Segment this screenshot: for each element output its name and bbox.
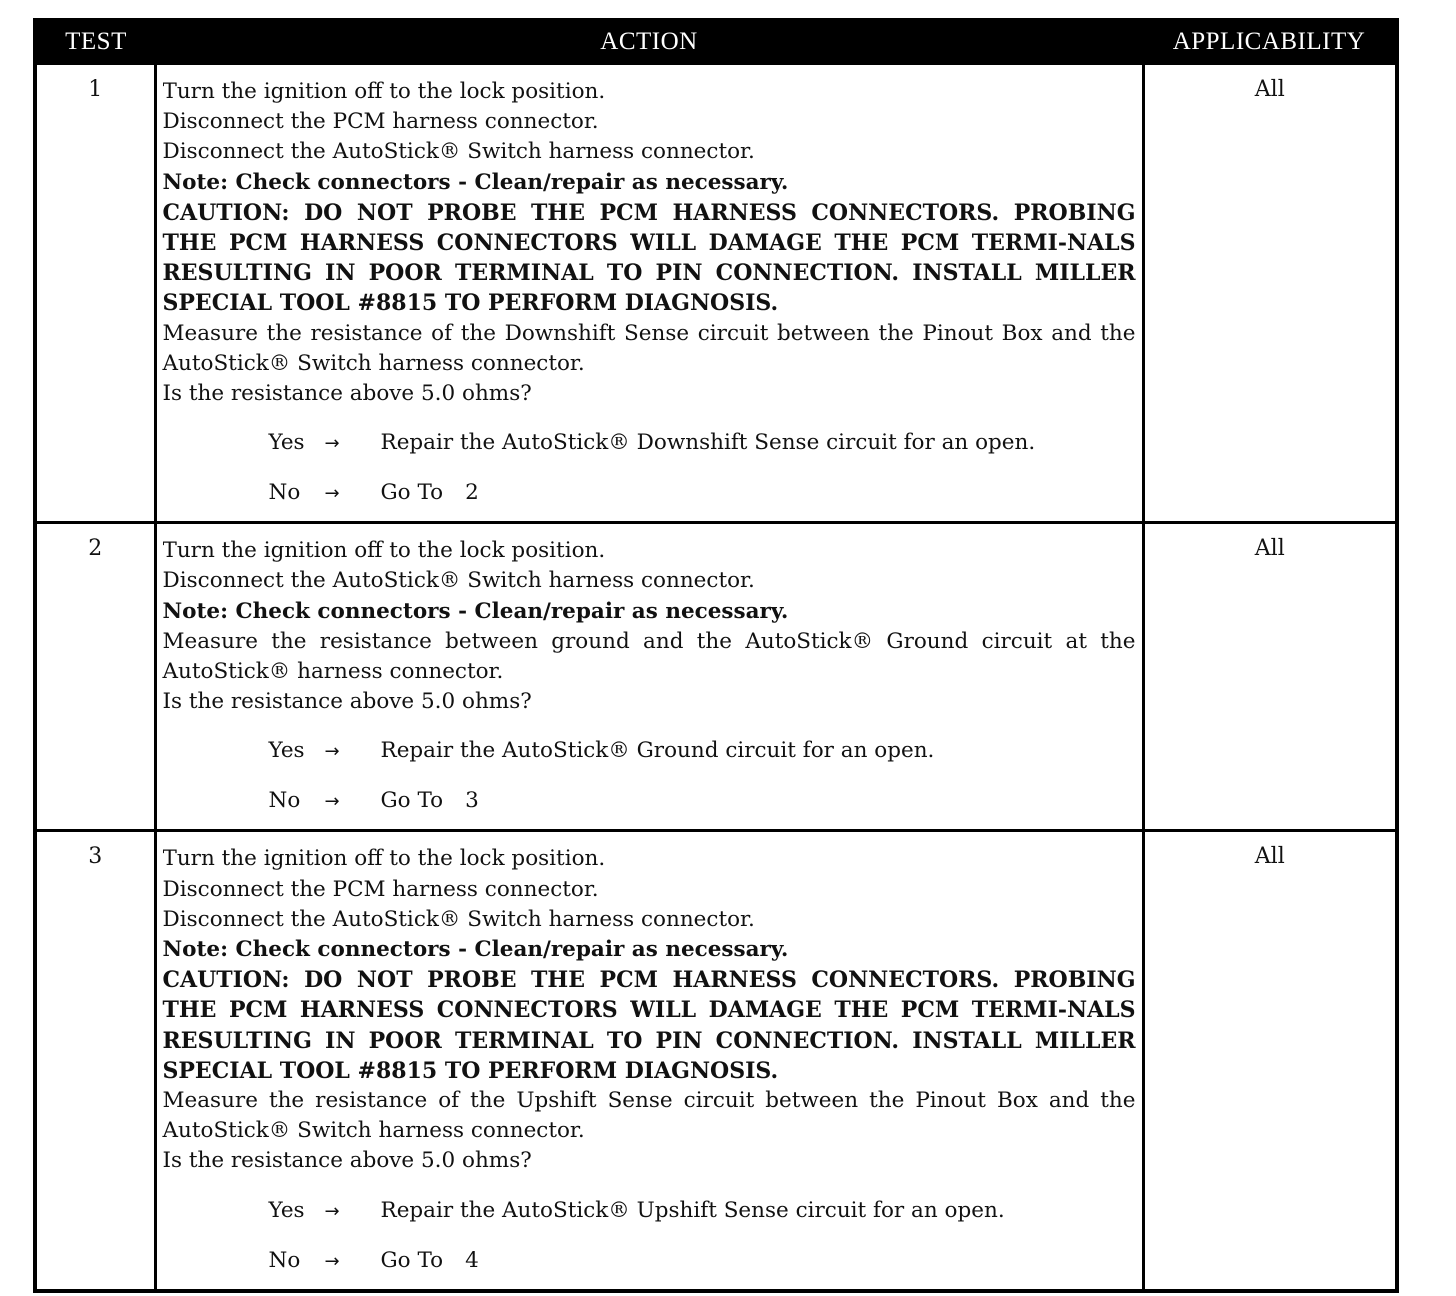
no-label: No: [268, 788, 301, 814]
no-result: [269, 1246, 1136, 1277]
step-text: Disconnect the PCM harness connector.: [162, 876, 599, 902]
yes-action-text: Repair the AutoStick® Upshift Sense circuit for an open.: [380, 1197, 1005, 1223]
question-text: Is the resistance above 5.0 ohms?: [162, 689, 532, 715]
note-text: Note: Check connectors - Clean/repair as necessary.: [162, 937, 789, 963]
applicability-value: All: [1143, 523, 1397, 831]
arrow-right-icon: →: [324, 741, 340, 763]
arrow-right-icon: →: [324, 1250, 340, 1272]
measure-text: Measure the resistance of the Downshift Sense circuit between the Pinout Box and the AutoStick® Switch harness connector.: [162, 320, 1136, 376]
yes-action-text: Repair the AutoStick® Ground circuit for an open.: [380, 738, 935, 764]
header-test: TEST: [35, 20, 155, 64]
step-text: Turn the ignition off to the lock position.: [162, 79, 606, 104]
test-number: 1: [35, 64, 155, 523]
table-row: [35, 523, 1397, 831]
arrow-right-icon: →: [324, 1200, 340, 1222]
goto-label: Go To: [380, 788, 444, 814]
goto-test-link[interactable]: 4: [465, 1247, 479, 1273]
step-text: Turn the ignition off to the lock position.: [162, 846, 606, 872]
yes-result: [269, 736, 1136, 767]
no-result: [269, 478, 1136, 509]
step-text: Disconnect the AutoStick® Switch harness connector.: [162, 906, 755, 932]
header-applicability: APPLICABILITY: [1143, 20, 1397, 64]
question-text: Is the resistance above 5.0 ohms?: [162, 381, 532, 407]
table-row: [35, 64, 1397, 523]
no-label: No: [268, 480, 301, 506]
caution-text: CAUTION: DO NOT PROBE THE PCM HARNESS CONNECTORS. PROBING THE PCM HARNESS CONNECTORS WILL DAMAGE THE PCM TERMI-NALS RESULTING IN POOR TERMINAL TO PIN CONNECTION. INSTALL MILLER SPECIAL TOOL #8815 TO PERFORM DIAGNOSIS.: [162, 199, 1136, 317]
step-text: Disconnect the AutoStick® Switch harness connector.: [162, 568, 755, 594]
measure-text: Measure the resistance between ground and the AutoStick® Ground circuit at the AutoStick® harness connector.: [162, 628, 1136, 685]
diagnostic-test-table: [33, 18, 1399, 1293]
yes-result: [269, 1196, 1136, 1227]
yes-result: [269, 428, 1136, 459]
yes-action-text: Repair the AutoStick® Downshift Sense circuit for an open.: [380, 430, 1036, 456]
test-number: 2: [35, 523, 155, 831]
test-number: 3: [35, 831, 155, 1291]
yes-label: Yes: [268, 430, 305, 456]
table-header-row: [35, 20, 1397, 64]
question-text: Is the resistance above 5.0 ohms?: [162, 1148, 532, 1174]
goto-label: Go To: [380, 1247, 444, 1273]
action-cell: [155, 831, 1143, 1291]
step-text: Disconnect the AutoStick® Switch harness connector.: [162, 139, 755, 165]
applicability-value: All: [1143, 831, 1397, 1291]
no-label: No: [268, 1247, 301, 1273]
goto-label: Go To: [380, 480, 444, 506]
step-text: Disconnect the PCM harness connector.: [162, 109, 599, 135]
arrow-right-icon: →: [324, 433, 340, 455]
applicability-value: All: [1143, 64, 1397, 523]
step-text: Turn the ignition off to the lock position.: [162, 538, 606, 564]
table-row: [35, 831, 1397, 1291]
yes-label: Yes: [268, 738, 305, 764]
action-cell: [155, 523, 1143, 831]
note-text: Note: Check connectors - Clean/repair as necessary.: [162, 598, 789, 624]
note-text: Note: Check connectors - Clean/repair as necessary.: [162, 169, 789, 195]
goto-test-link[interactable]: 2: [465, 480, 479, 506]
measure-text: Measure the resistance of the Upshift Sense circuit between the Pinout Box and the AutoStick® Switch harness connector.: [162, 1088, 1136, 1144]
caution-text: CAUTION: DO NOT PROBE THE PCM HARNESS CONNECTORS. PROBING THE PCM HARNESS CONNECTORS WILL DAMAGE THE PCM TERMI-NALS RESULTING IN POOR TERMINAL TO PIN CONNECTION. INSTALL MILLER SPECIAL TOOL #8815 TO PERFORM DIAGNOSIS.: [162, 967, 1136, 1084]
header-action: ACTION: [155, 20, 1143, 64]
arrow-right-icon: →: [324, 791, 340, 813]
no-result: [269, 786, 1136, 817]
goto-test-link[interactable]: 3: [465, 788, 479, 814]
yes-label: Yes: [268, 1197, 305, 1223]
action-cell: [155, 64, 1143, 523]
arrow-right-icon: →: [324, 483, 340, 505]
